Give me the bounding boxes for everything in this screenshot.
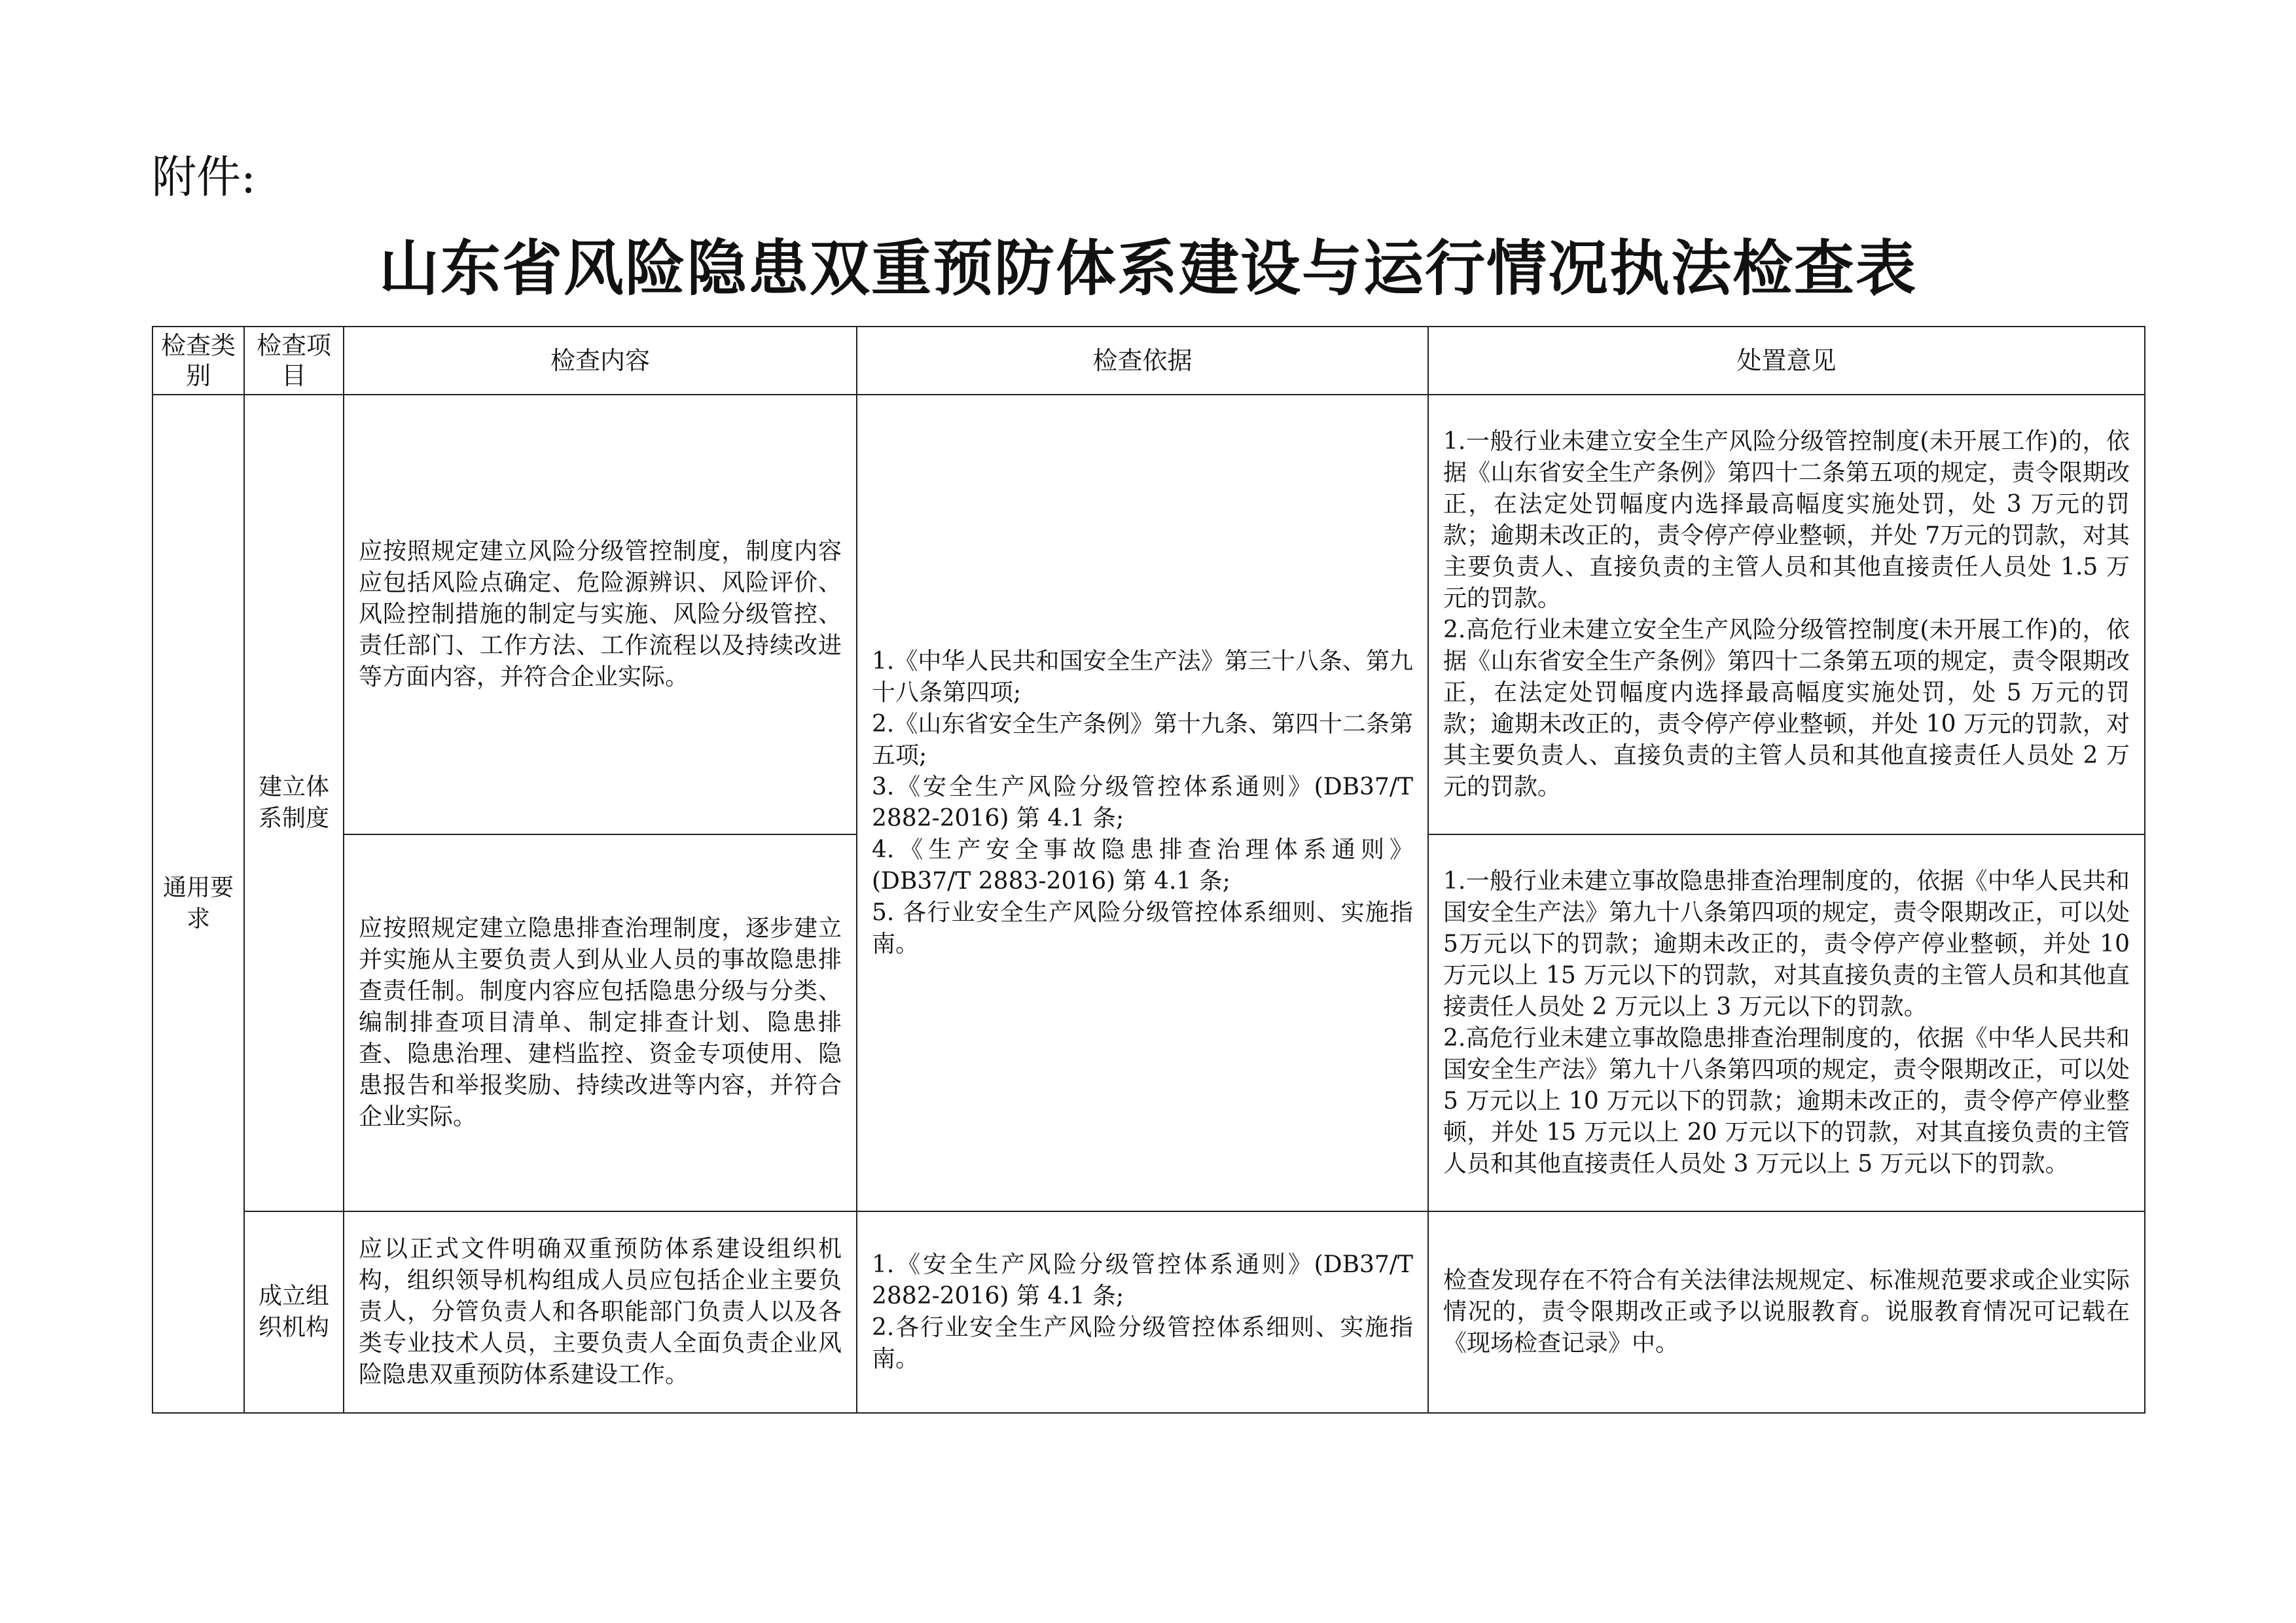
basis-line: 2.《山东省安全生产条例》第十九条、第四十二条第五项; bbox=[872, 711, 1413, 769]
page-title: 山东省风险隐患双重预防体系建设与运行情况执法检查表 bbox=[378, 233, 1917, 304]
header-disposal: 处置意见 bbox=[1428, 327, 2145, 395]
content-cell-risk: 应按照规定建立风险分级管控制度，制度内容应包括风险点确定、危险源辨识、风险评价、风险控制措施的制定与实施、风险分级管控、责任部门、工作方法、工作流程以及持续改进等方面内容，并符合企业实际。 bbox=[344, 395, 857, 834]
basis-line: 4.《生产安全事故隐患排查治理体系通则》(DB37/T 2883-2016) 第 4.1 条; bbox=[872, 836, 1413, 895]
header-basis: 检查依据 bbox=[857, 327, 1428, 395]
inspection-table bbox=[152, 326, 2145, 1414]
basis-line: 1.《安全生产风险分级管控体系通则》(DB37/T 2882-2016) 第 4.1 条; bbox=[872, 1251, 1413, 1310]
disposal-cell-org: 检查发现存在不符合有关法律法规规定、标准规范要求或企业实际情况的，责令限期改正或予以说服教育。说服教育情况可记载在《现场检查记录》中。 bbox=[1428, 1211, 2145, 1413]
item-cell-system: 建立体系制度 bbox=[244, 395, 344, 1211]
item-cell-org: 成立组织机构 bbox=[244, 1211, 344, 1413]
header-item: 检查项目 bbox=[244, 327, 344, 395]
table-row bbox=[152, 1211, 2145, 1413]
basis-cell-system bbox=[857, 395, 1428, 1211]
basis-line: 3.《安全生产风险分级管控体系通则》(DB37/T 2882-2016) 第 4.1 条; bbox=[872, 774, 1413, 832]
disposal-cell-risk bbox=[1428, 395, 2145, 834]
category-cell: 通用要求 bbox=[152, 395, 244, 1413]
disposal-cell-hazard bbox=[1428, 834, 2145, 1211]
basis-line: 1.《中华人民共和国安全生产法》第三十八条、第九十八条第四项; bbox=[872, 648, 1413, 706]
basis-line: 2.各行业安全生产风险分级管控体系细则、实施指南。 bbox=[872, 1314, 1413, 1372]
header-content: 检查内容 bbox=[344, 327, 857, 395]
basis-cell-org bbox=[857, 1211, 1428, 1413]
table-header-row bbox=[152, 327, 2145, 395]
content-cell-hazard: 应按照规定建立隐患排查治理制度，逐步建立并实施从主要负责人到从业人员的事故隐患排查责任制。制度内容应包括隐患分级与分类、编制排查项目清单、制定排查计划、隐患排查、隐患治理、建档监控、资金专项使用、隐患报告和举报奖励、持续改进等内容，并符合企业实际。 bbox=[344, 834, 857, 1211]
annex-label: 附件: bbox=[152, 152, 256, 204]
disposal-line: 2.高危行业未建立安全生产风险分级管控制度(未开展工作)的，依据《山东省安全生产条例》第四十二条第五项的规定，责令限期改正，在法定处罚幅度内选择最高幅度实施处罚，处 5 万元的罚款；逾期未改正的，责令停产停业整顿，并处 10 万元的罚款，对其主要负责人、直接负责的主管人员和其他直接责任人员处 2 万元的罚款。 bbox=[1443, 616, 2130, 800]
header-category: 检查类别 bbox=[152, 327, 244, 395]
disposal-line: 1.一般行业未建立事故隐患排查治理制度的，依据《中华人民共和国安全生产法》第九十八条第四项的规定，责令限期改正，可以处 5万元以下的罚款；逾期未改正的，责令停产停业整顿，并处 10 万元以上 15 万元以下的罚款，对其直接负责的主管人员和其他直接责任人员处 2 万元以上 3 万元以下的罚款。 bbox=[1443, 868, 2130, 1020]
disposal-line: 1.一般行业未建立安全生产风险分级管控制度(未开展工作)的，依据《山东省安全生产条例》第四十二条第五项的规定，责令限期改正，在法定处罚幅度内选择最高幅度实施处罚，处 3 万元的罚款；逾期未改正的，责令停产停业整顿，并处 7万元的罚款，对其主要负责人、直接负责的主管人员和其他直接责任人员处 1.5 万元的罚款。 bbox=[1443, 428, 2130, 612]
table-row bbox=[152, 395, 2145, 834]
content-cell-org: 应以正式文件明确双重预防体系建设组织机构，组织领导机构组成人员应包括企业主要负责人，分管负责人和各职能部门负责人以及各类专业技术人员，主要负责人全面负责企业风险隐患双重预防体系建设工作。 bbox=[344, 1211, 857, 1413]
basis-line: 5. 各行业安全生产风险分级管控体系细则、实施指南。 bbox=[872, 899, 1413, 957]
disposal-line: 2.高危行业未建立事故隐患排查治理制度的，依据《中华人民共和国安全生产法》第九十八条第四项的规定，责令限期改正，可以处 5 万元以上 10 万元以下的罚款；逾期未改正的，责令停产停业整顿，并处 15 万元以上 20 万元以下的罚款，对其直接负责的主管人员和其他直接责任人员处 3 万元以上 5 万元以下的罚款。 bbox=[1443, 1025, 2130, 1177]
